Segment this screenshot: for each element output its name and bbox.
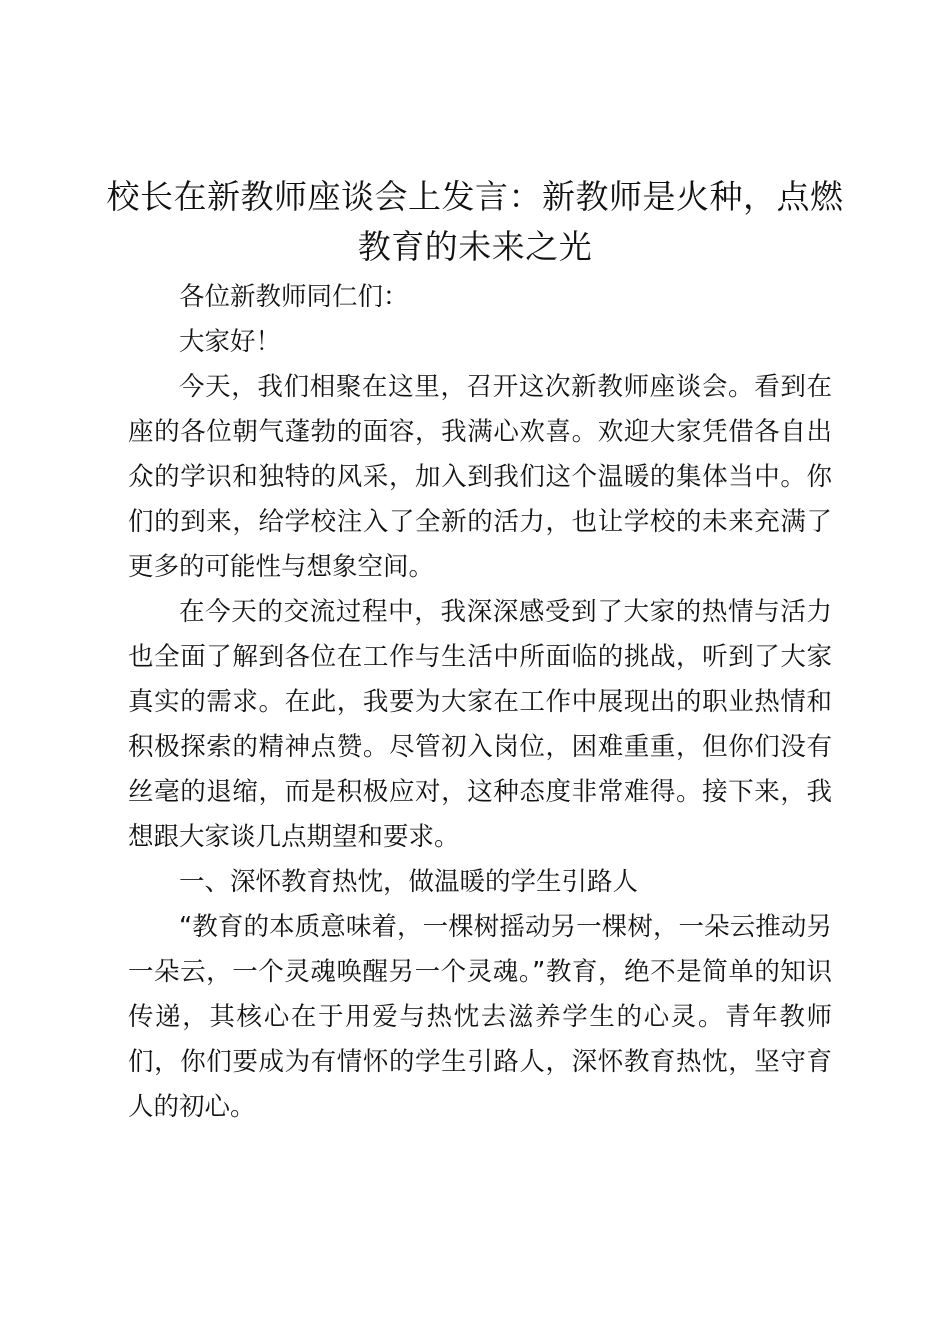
- document-body: [128, 275, 832, 1130]
- paragraph-opening: 今天，我们相聚在这里，召开这次新教师座谈会。看到在座的各位朝气蓬勃的面容，我满心欢喜。欢迎大家凭借各自出众的学识和独特的风采，加入到我们这个温暖的集体当中。你们的到来，给学校注入了全新的活力，也让学校的未来充满了更多的可能性与想象空间。: [128, 372, 832, 582]
- paragraph-education-passion: “教育的本质意味着，一棵树摇动另一棵树，一朵云推动另一朵云，一个灵魂唤醒另一个灵魂。”教育，绝不是简单的知识传递，其核心在于用爱与热忱去滋养学生的心灵。青年教师们，你们要成为有情怀的学生引路人，深怀教育热忱，坚守育人的初心。: [128, 912, 832, 1122]
- document-title: 校长在新教师座谈会上发言：新教师是火种，点燃教育的未来之光: [106, 177, 844, 266]
- paragraph-exchange: 在今天的交流过程中，我深深感受到了大家的热情与活力也全面了解到各位在工作与生活中所面临的挑战，听到了大家真实的需求。在此，我要为大家在工作中展现出的职业热情和积极探索的精神点赞。尽管初入岗位，困难重重，但你们没有丝毫的退缩，而是积极应对，这种态度非常难得。接下来，我想跟大家谈几点期望和要求。: [128, 597, 832, 852]
- salutation: 各位新教师同仁们：: [179, 282, 409, 312]
- section-heading-1: 一、深怀教育热忱，做温暖的学生引路人: [179, 867, 639, 897]
- greeting: 大家好！: [179, 327, 282, 357]
